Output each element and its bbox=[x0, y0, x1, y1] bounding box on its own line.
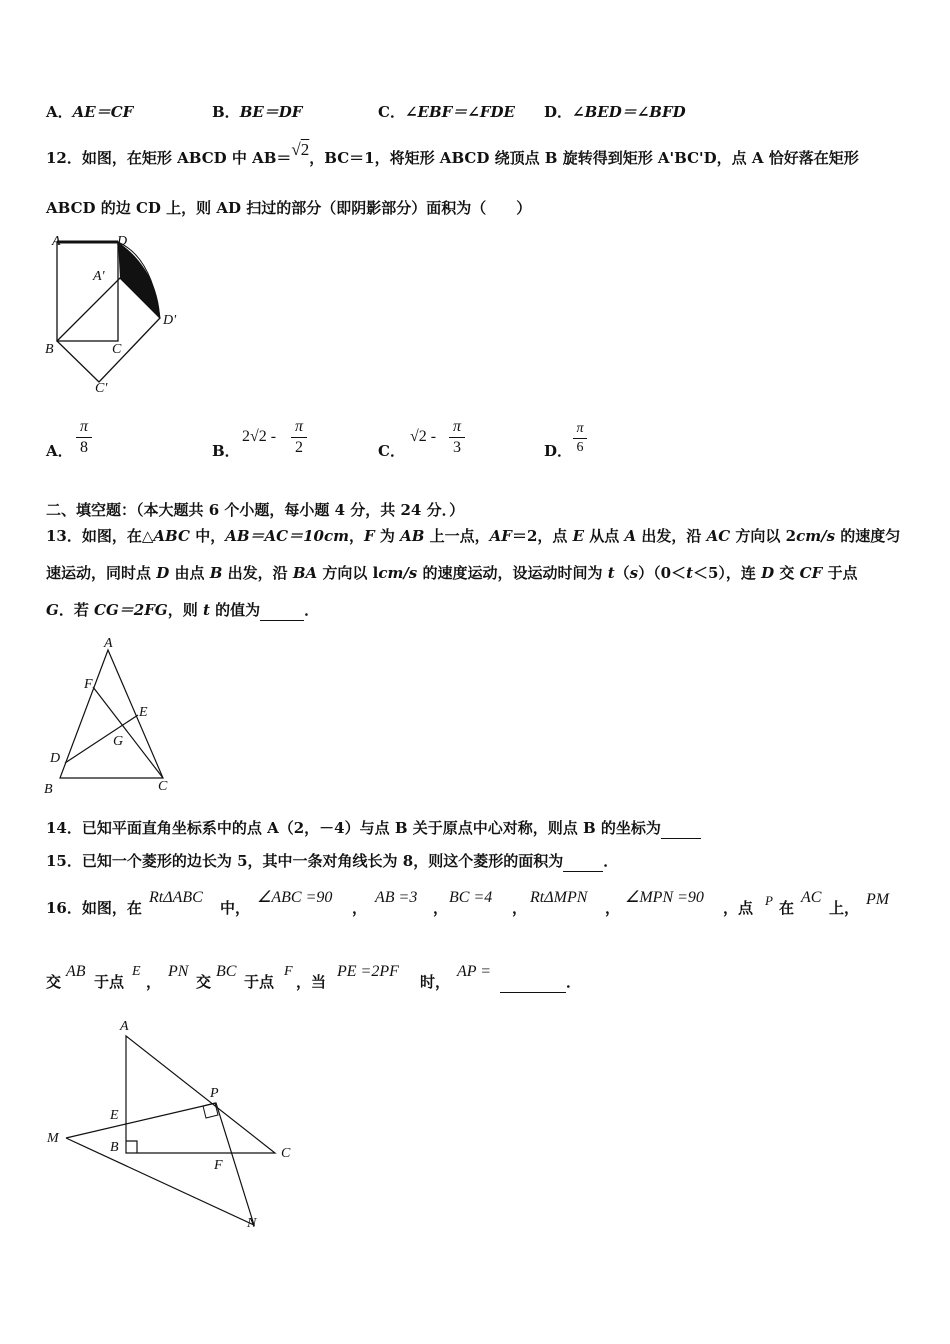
q16-label-f: F bbox=[214, 1158, 223, 1173]
q13-line2: 速运动，同时点 D 由点 B 出发，沿 BA 方向以 lcm/s 的速度运动，设运动时间为 t（s）（0＜t＜5），连 D 交 CF 于点 bbox=[46, 564, 858, 582]
q16-label-p: P bbox=[210, 1086, 219, 1101]
q11-option-c: C．∠EBF＝∠FDE bbox=[378, 103, 515, 121]
q16-figure bbox=[40, 1020, 300, 1240]
q16-l2-math-bc: BC bbox=[216, 963, 237, 980]
q16-l2-math-f: F bbox=[284, 964, 293, 979]
q16-l2-math-pe-pf: PE =2PF bbox=[337, 963, 399, 980]
q13-label-b: B bbox=[44, 782, 53, 797]
q16-line1: 16．如图，在 bbox=[46, 899, 142, 917]
q13-line3: G．若 CG＝2FG，则 t 的值为 ． bbox=[46, 601, 320, 619]
q12-option-d-letter: D． bbox=[544, 442, 573, 460]
q16-l2-text-a: 交 bbox=[46, 973, 62, 991]
q13-label-g: G bbox=[113, 734, 124, 749]
q11-option-b: B．BE＝DF bbox=[212, 103, 303, 121]
q12-question-line1: 12．如图，在矩形 ABCD 中 AB＝√2，BC＝1，将矩形 ABCD 绕顶点 B 旋转得到矩形 A'BC'D，点 A 恰好落在矩形 bbox=[46, 140, 859, 167]
q12-label-c: C bbox=[112, 342, 122, 357]
q16-text-5: ， bbox=[605, 899, 621, 917]
q16-l2-math-ap: AP = bbox=[457, 963, 492, 980]
q16-label-c: C bbox=[281, 1146, 291, 1161]
q12-option-a-fraction: π 8 bbox=[76, 418, 92, 457]
q16-l2-answer: ． bbox=[500, 972, 581, 993]
q16-answer-blank[interactable] bbox=[500, 972, 566, 993]
q16-l2-math-pn: PN bbox=[168, 963, 189, 980]
q16-text-7: 在 bbox=[779, 899, 795, 917]
q16-math-angle-abc: ∠ABC =90 bbox=[257, 889, 333, 906]
q16-math-pm: PM bbox=[866, 891, 890, 908]
q12-option-b-letter: B． bbox=[212, 442, 240, 460]
q12-shaded-region bbox=[118, 242, 160, 318]
q12-option-b-fraction: π 2 bbox=[291, 418, 307, 457]
q12-question-line2: ABCD 的边 CD 上，则 AD 扫过的部分（即阴影部分）面积为（ ） bbox=[46, 199, 532, 217]
q12-option-c-letter: C． bbox=[378, 442, 405, 460]
q15-answer-blank[interactable] bbox=[563, 851, 603, 872]
q16-label-a: A bbox=[120, 1019, 129, 1034]
q16-l2-text-c: ， bbox=[146, 973, 162, 991]
q16-text-4: ， bbox=[512, 899, 528, 917]
q16-label-m: M bbox=[47, 1131, 59, 1146]
q12-label-a-prime: A' bbox=[93, 269, 105, 284]
q12-label-c-prime: C' bbox=[95, 381, 108, 396]
q16-l2-text-f: ，当 bbox=[296, 973, 327, 991]
q11-option-d: D．∠BED＝∠BFD bbox=[544, 103, 686, 121]
q13-label-e: E bbox=[139, 705, 148, 720]
q13-label-c: C bbox=[158, 779, 168, 794]
q16-math-ab: AB =3 bbox=[375, 889, 418, 906]
q12-option-a-letter: A． bbox=[46, 442, 73, 460]
q13-label-d: D bbox=[50, 751, 61, 766]
q16-l2-text-d: 交 bbox=[196, 973, 212, 991]
q16-l2-math-ab: AB bbox=[66, 963, 86, 980]
q13-label-f: F bbox=[84, 677, 93, 692]
q13-figure bbox=[45, 636, 175, 796]
q16-l2-text-b: 于点 bbox=[94, 973, 125, 991]
q16-l2-math-e: E bbox=[132, 964, 141, 979]
q16-label-n: N bbox=[247, 1216, 257, 1231]
q12-option-c-fraction: π 3 bbox=[449, 418, 465, 457]
q14-question: 14．已知平面直角坐标系中的点 A（2，－4）与点 B 关于原点中心对称，则点 B 的坐标为 bbox=[46, 818, 701, 839]
q16-text-6: ，点 bbox=[723, 899, 754, 917]
q16-math-angle-mpn: ∠MPN =90 bbox=[625, 889, 704, 906]
q12-label-a: A bbox=[52, 234, 61, 249]
q12-label-b: B bbox=[45, 342, 54, 357]
q12-option-d-fraction: π 6 bbox=[573, 421, 587, 456]
q12-label-d: D bbox=[117, 234, 128, 249]
q15-question: 15．已知一个菱形的边长为 5，其中一条对角线长为 8，则这个菱形的面积为 ． bbox=[46, 852, 619, 870]
q12-label-d-prime: D' bbox=[163, 313, 177, 328]
q16-text-1: 中， bbox=[220, 899, 251, 917]
q16-text-2: ， bbox=[352, 899, 368, 917]
q16-math-bc: BC =4 bbox=[449, 889, 493, 906]
q16-text-3: ， bbox=[433, 899, 449, 917]
section-2-title: 二、填空题：（本大题共 6 个小题，每小题 4 分，共 24 分．） bbox=[46, 501, 465, 519]
q14-answer-blank[interactable] bbox=[661, 818, 701, 839]
q11-option-a: A．AE＝CF bbox=[46, 103, 134, 121]
q16-math-p: P bbox=[765, 893, 773, 908]
q16-math-rt-abc: RtΔABC bbox=[149, 889, 203, 906]
q13-line1: 13．如图，在△ABC 中，AB＝AC＝10cm，F 为 AB 上一点，AF＝2，点 E 从点 A 出发，沿 AC 方向以 2cm/s 的速度匀 bbox=[46, 527, 901, 545]
q12-figure bbox=[40, 232, 210, 402]
q13-label-a: A bbox=[104, 636, 113, 651]
q16-label-b: B bbox=[110, 1140, 119, 1155]
q16-math-rt-mpn: RtΔMPN bbox=[530, 889, 588, 906]
q16-label-e: E bbox=[110, 1108, 119, 1123]
q16-l2-text-g: 时， bbox=[420, 973, 451, 991]
q16-l2-text-e: 于点 bbox=[244, 973, 275, 991]
q12-option-b-expr: 2√2 - bbox=[242, 428, 277, 445]
q12-option-c-expr: √2 - bbox=[410, 428, 437, 445]
q16-math-ac: AC bbox=[801, 889, 822, 906]
q13-answer-blank[interactable] bbox=[260, 600, 304, 621]
q16-text-8: 上， bbox=[829, 899, 860, 917]
